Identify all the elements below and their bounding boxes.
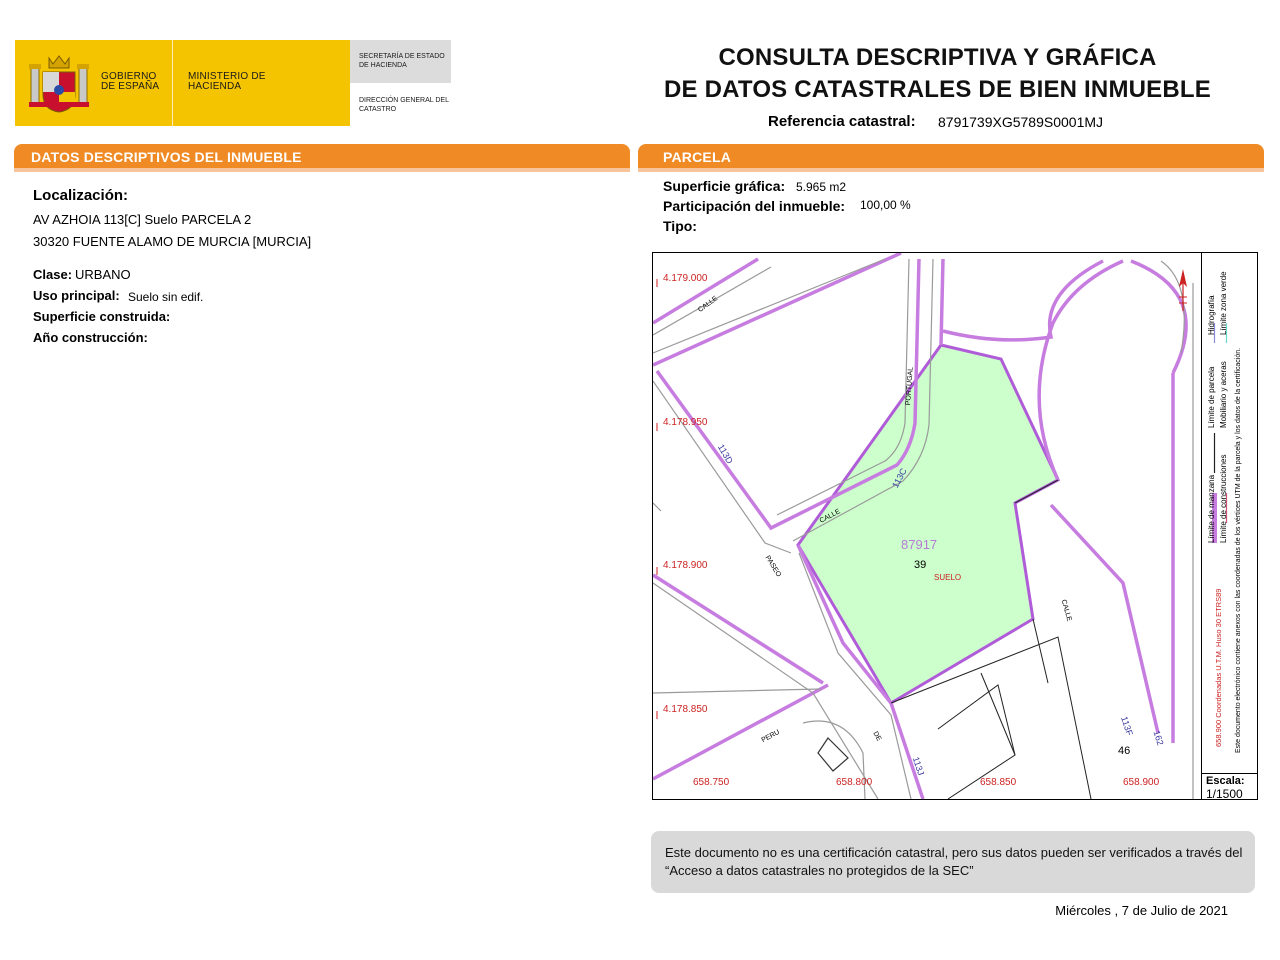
y-coord-4: 4.178.850: [663, 704, 708, 715]
x-coord-1: 658.750: [693, 777, 730, 788]
y-coord-3: 4.178.900: [663, 560, 708, 571]
secretaria-text: SECRETARÍA DE ESTADO DE HACIENDA: [359, 53, 445, 69]
legend-note: Este documento electrónico contiene anexos con las coordenadas de los vértices UTM de la parcela y los datos de la certificación.: [1235, 347, 1242, 753]
title-line-1: CONSULTA DESCRIPTIVA Y GRÁFICA: [718, 44, 1157, 71]
legend-mobiliario: Mobiliario y aceras: [1219, 361, 1228, 428]
superficie-grafica-value: 5.965 m2: [796, 180, 847, 194]
address-line-2: 30320 FUENTE ALAMO DE MURCIA [MURCIA]: [33, 234, 312, 249]
label-113j: 113J: [910, 755, 927, 777]
ministerio-text: MINISTERIO DE HACIENDA: [188, 71, 266, 92]
other-parcel-num: 46: [1118, 745, 1131, 757]
uso-value: Suelo sin edif.: [128, 290, 204, 304]
title-line-2: DE DATOS CATASTRALES DE BIEN INMUEBLE: [664, 76, 1211, 103]
parcel-num-label: 39: [914, 559, 927, 571]
y-coord-1: 4.179.000: [663, 273, 708, 284]
label-113c: 113C: [890, 466, 909, 490]
x-coord-3: 658.850: [980, 777, 1017, 788]
tipo-label: Tipo:: [663, 218, 697, 234]
parcel-use-label: SUELO: [934, 573, 962, 582]
legend-zona-verde: Límite zona verde: [1219, 271, 1228, 335]
bar-title-bold: INMUEBLE: [226, 149, 302, 165]
datos-descriptivos-bar: [14, 144, 630, 172]
legend-parcela: Límite de parcela: [1207, 366, 1216, 428]
parcel-id-label: 87917: [901, 537, 938, 552]
x-coord-4: 658.900: [1123, 777, 1160, 788]
legend-manzana: Límite de manzana: [1207, 474, 1216, 543]
label-113f: 113F: [1119, 715, 1135, 737]
y-coord-2: 4.178.950: [663, 417, 708, 428]
scale-label: Escala:: [1206, 775, 1245, 787]
legend-divider: [1201, 253, 1202, 799]
bar-title-prefix: DATOS DESCRIPTIVOS DEL: [31, 149, 227, 165]
street-portugal: PORTUGAL: [905, 366, 915, 406]
datos-descriptivos-title: [31, 149, 302, 165]
street-de: DE: [871, 730, 883, 743]
ref-value: 8791739XG5789S0001MJ: [938, 114, 1104, 130]
label-162: 162: [1151, 729, 1166, 747]
document-date: Miércoles , 7 de Julio de 2021: [1055, 903, 1228, 918]
clase-label: Clase:: [33, 267, 73, 282]
street-paseo: PASEO: [763, 554, 783, 579]
localizacion-label: Localización:: [33, 187, 129, 204]
ref-label: Referencia catastral:: [768, 113, 916, 130]
legend-construcciones: Límite de construcciones: [1219, 454, 1228, 543]
coat-of-arms-icon: [27, 50, 91, 116]
address-line-1: AV AZHOIA 113[C] Suelo PARCELA 2: [33, 212, 252, 227]
scale-divider: [1201, 773, 1257, 774]
north-arrow-icon: [1172, 267, 1194, 313]
notice-text: Este documento no es una certificación catastral, pero sus datos pueden ser verificados a través del “Acceso a datos catastrales no protegidos de la SEC”: [665, 845, 1243, 878]
parcela-title: PARCELA: [663, 149, 732, 165]
x-coord-2: 658.800: [836, 777, 873, 788]
street-calle-1: CALLE: [697, 295, 720, 314]
clase-value: URBANO: [75, 267, 131, 282]
street-calle-2: CALLE: [818, 508, 842, 525]
gobierno-text: GOBIERNO DE ESPAÑA: [101, 71, 160, 92]
parcela-bar: [638, 144, 1264, 172]
notice-box: [651, 831, 1255, 893]
legend-hidrografia: Hidrografía: [1207, 295, 1216, 335]
gobierno-logo: [15, 40, 451, 126]
scale-value: 1/1500: [1206, 787, 1243, 801]
street-calle-3: CALLE: [1059, 598, 1073, 623]
logo-divider: [172, 40, 173, 126]
legend-coords: 658.900 Coordenadas U.T.M. Huso 30 ETRS89: [1214, 588, 1223, 747]
participacion-label: Participación del inmueble:: [663, 198, 846, 214]
participacion-value: 100,00 %: [860, 198, 911, 212]
cadastral-map: [652, 252, 1258, 800]
street-peru: PERU: [760, 728, 781, 745]
label-113d: 113D: [715, 442, 735, 466]
superficie-construida-label: Superficie construida:: [33, 309, 171, 324]
page-title: [640, 42, 1235, 106]
anio-construccion-label: Año construcción:: [33, 330, 148, 345]
superficie-grafica-label: Superficie gráfica:: [663, 178, 786, 194]
direccion-text: DIRECCIÓN GENERAL DEL CATASTRO: [359, 97, 449, 113]
uso-label: Uso principal:: [33, 288, 120, 303]
